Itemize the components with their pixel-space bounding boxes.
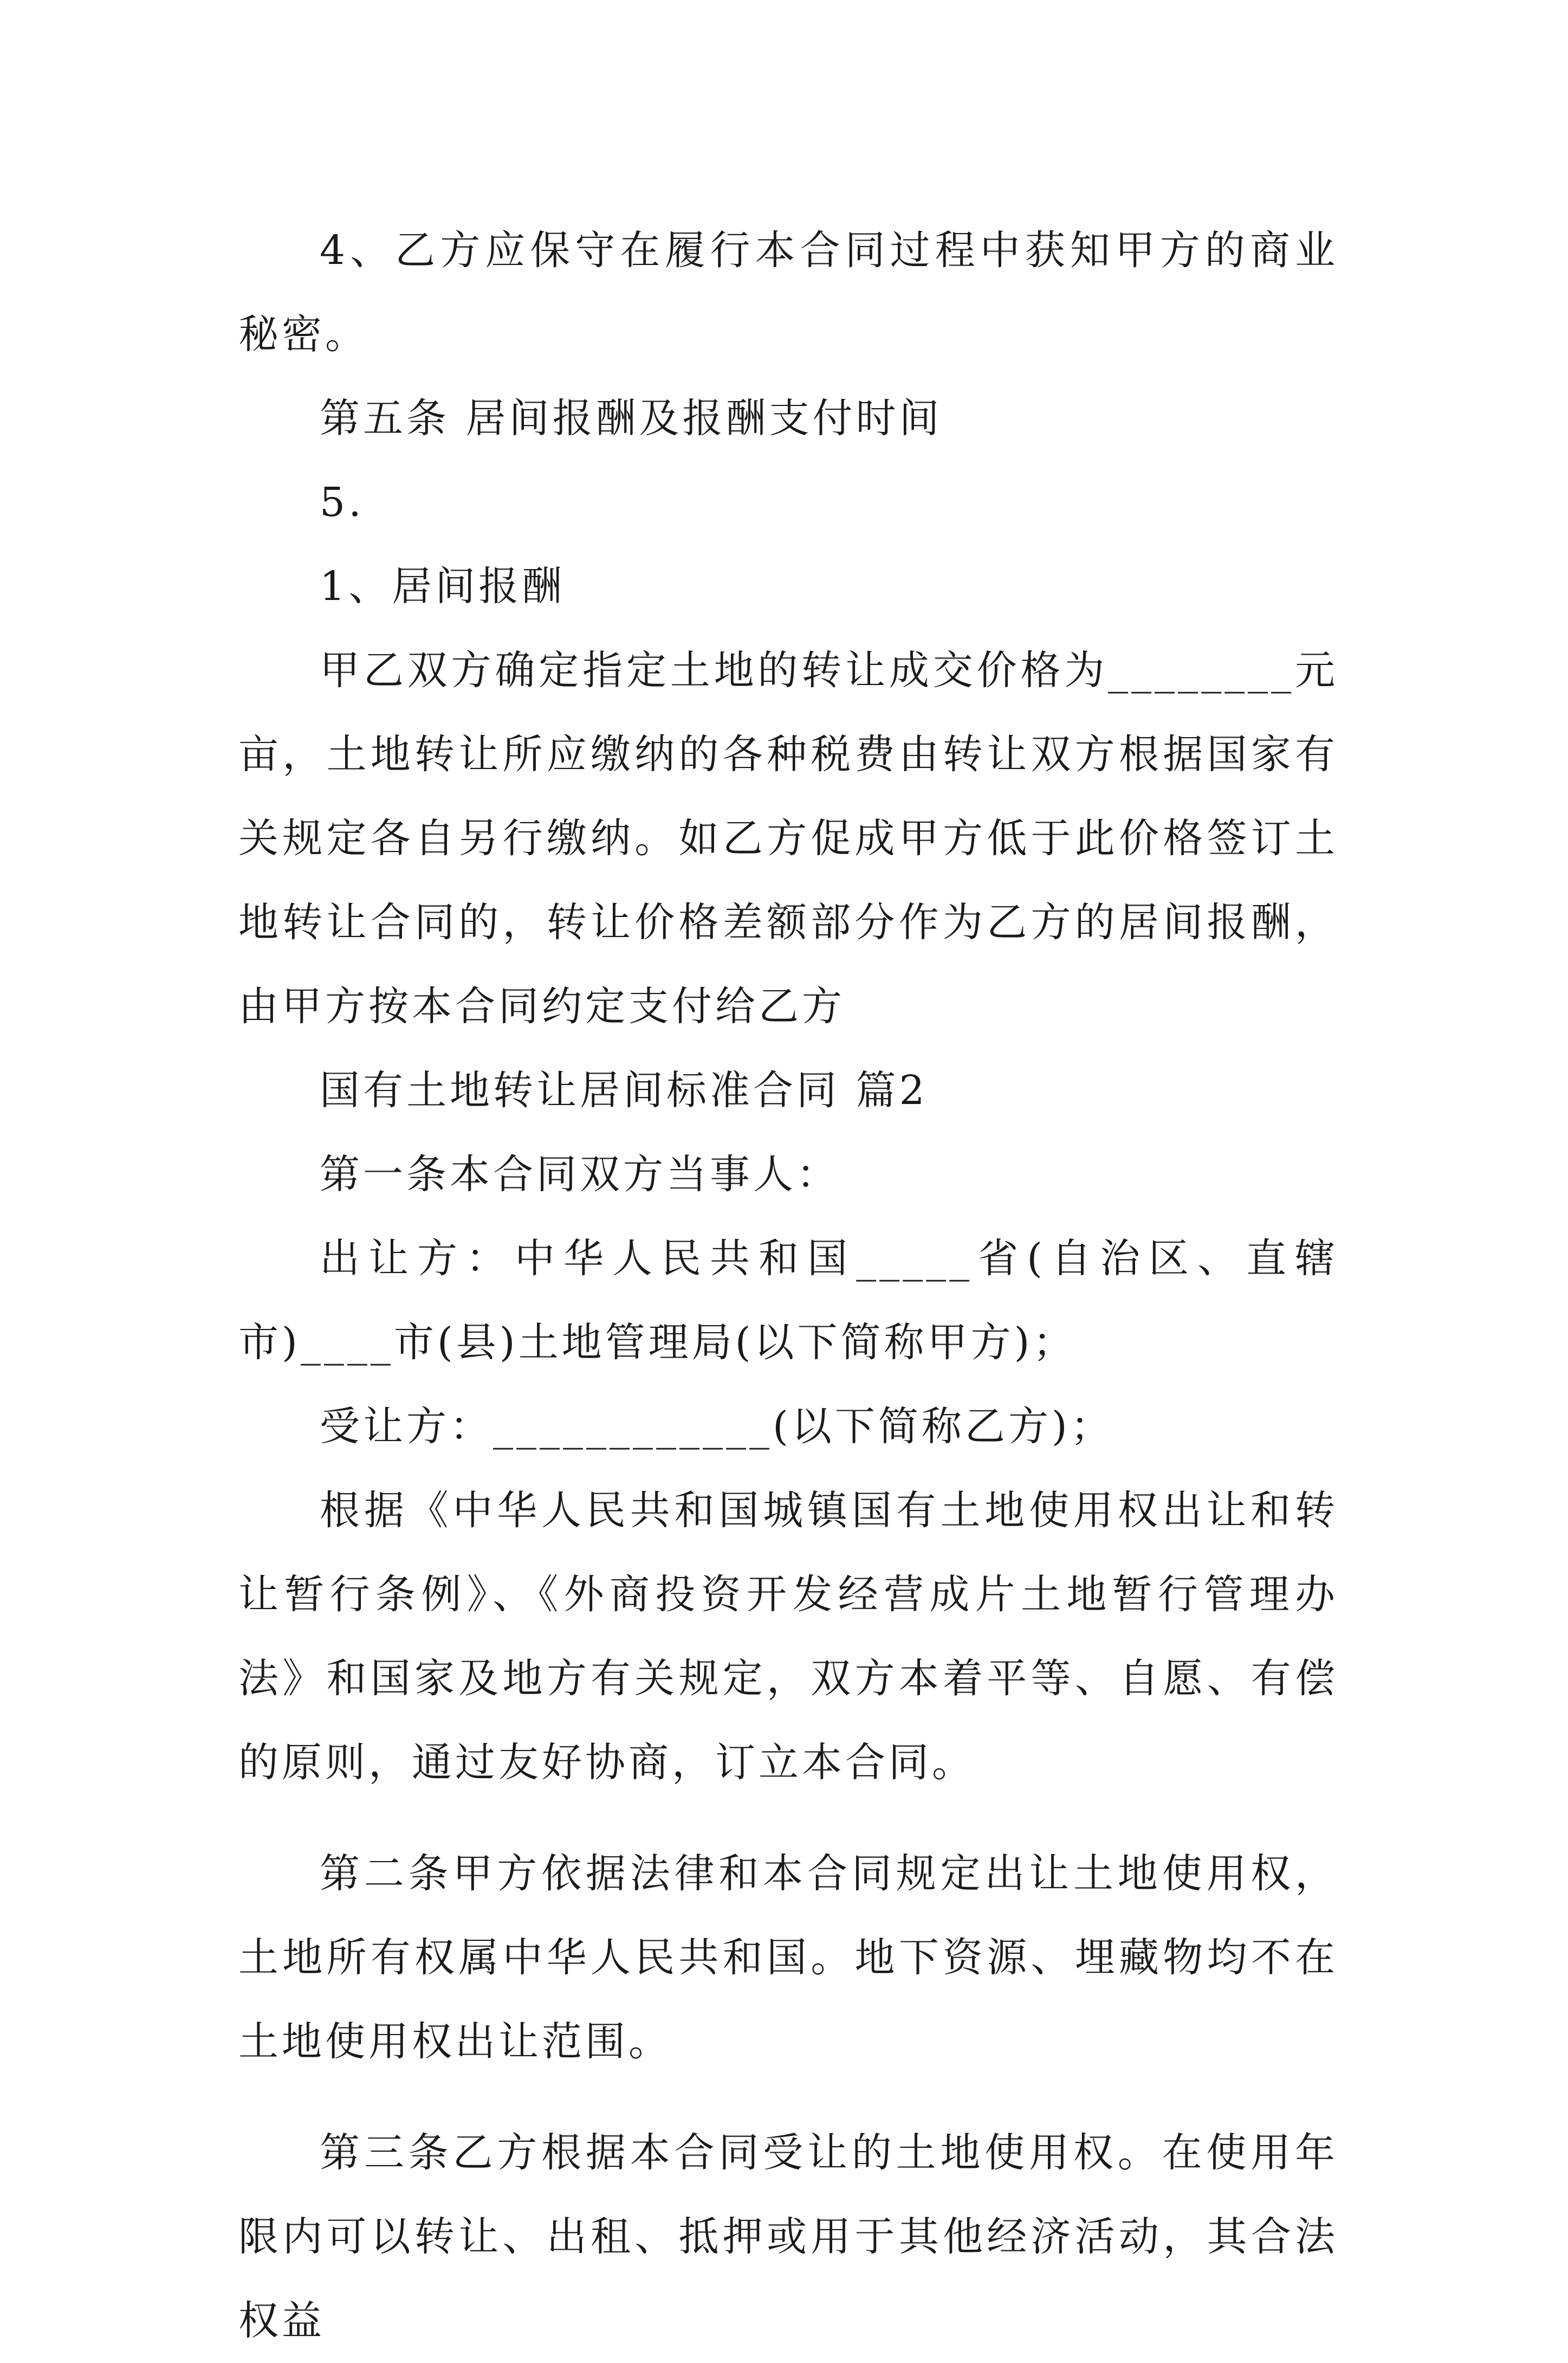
- heading-article-1: 第一条本合同双方当事人：: [320, 1151, 840, 1198]
- heading-article-5: 第五条 居间报酬及报酬支付时间: [320, 395, 943, 442]
- paragraph-legal-basis: 根据《中华人民共和国城镇国有土地使用权出让和转让暂行条例》、《外商投资开发经营成片土地暂行管理办法》和国家及地方有关规定，双方本着平等、自愿、有偿的原则，通过友好协商，订立本合同。: [238, 1487, 1338, 1786]
- section-number: 5.: [320, 479, 365, 526]
- paragraph-price-terms: 甲乙双方确定指定土地的转让成交价格为________元亩，土地转让所应缴纳的各种税费由转让双方根据国家有关规定各自另行缴纳。如乙方促成甲方低于此价格签订土地转让合同的，转让价格差额部分作为乙方的居间报酬，由甲方按本合同约定支付给乙方: [238, 647, 1338, 1030]
- contract-title-part-2: 国有土地转让居间标准合同 篇2: [320, 1067, 928, 1114]
- paragraph-article-2: 第二条甲方依据法律和本合同规定出让土地使用权，土地所有权属中华人民共和国。地下资源、埋藏物均不在土地使用权出让范围。: [238, 1850, 1338, 2065]
- paragraph-article-3: 第三条乙方根据本合同受让的土地使用权。在使用年限内可以转让、出租、抵押或用于其他经济活动，其合法权益: [238, 2129, 1338, 2344]
- paragraph-grantor: 出让方：中华人民共和国_____省(自治区、直辖市)____市(县)土地管理局(以下简称甲方)；: [238, 1235, 1338, 1366]
- subheading-brokerage-fee: 1、居间报酬: [320, 563, 566, 610]
- document-page: [238, 209, 1338, 2363]
- paragraph-grantee: 受让方：____________(以下简称乙方)；: [320, 1403, 1114, 1450]
- paragraph-clause-4-confidentiality: 4、乙方应保守在履行本合同过程中获知甲方的商业秘密。: [238, 227, 1338, 358]
